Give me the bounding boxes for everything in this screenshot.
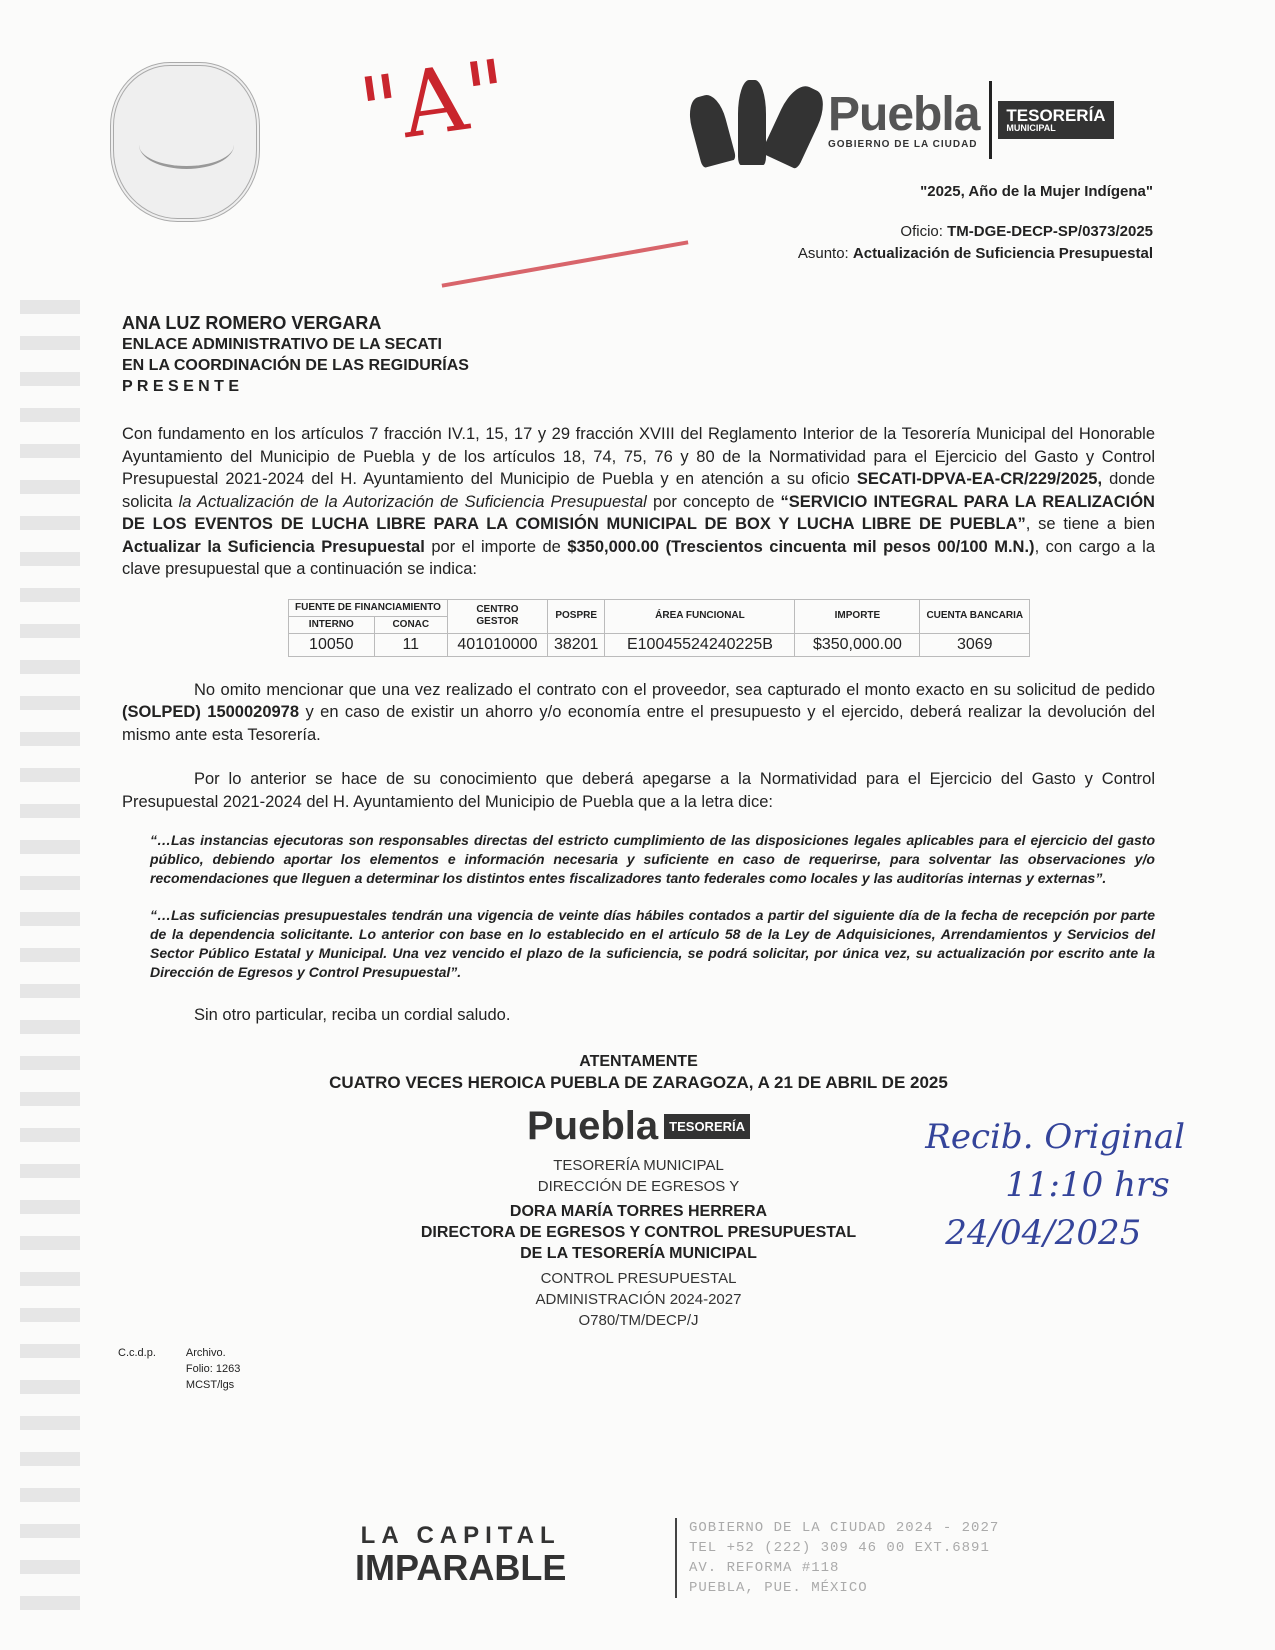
stamp-logo-name: Puebla	[527, 1104, 659, 1148]
quote-2: “…Las suficiencias presupuestales tendrán una vigencia de veinte días hábiles contados a partir del siguiente día de la fecha de recepción por parte de la dependencia solicitante. Lo anterior con base en lo establecido en el artículo 58 de la Ley de Adquisiciones, Arrendamientos y Servicios del Sector Público Estatal y Municipal. Una vez vencido el plazo de la suficiencia, se podrá solicitar, por única vez, su actualización por escrito ante la Dirección de Egresos y Control Presupuestal”.	[150, 907, 1155, 980]
ccp-block: C.c.d.p. Archivo. Folio: 1263 MCST/lgs	[118, 1346, 241, 1391]
place-date: CUATRO VECES HEROICA PUEBLA DE ZARAGOZA, A 21 DE ABRIL DE 2025	[329, 1072, 948, 1092]
addressee-block: ANA LUZ ROMERO VERGARA ENLACE ADMINISTRATIVO DE LA SECATI EN LA COORDINACIÓN DE LAS REGIDURÍAS P R E S E N T E	[122, 313, 469, 395]
footer-address: GOBIERNO DE LA CIUDAD 2024 - 2027 TEL +52 (222) 309 46 00 EXT.6891 AV. REFORMA #118 PUEBLA, PUE. MÉXICO	[675, 1518, 999, 1598]
logo-name: Puebla	[828, 87, 980, 141]
closing-line: Sin otro particular, reciba un cordial saludo.	[194, 1006, 511, 1024]
logo-figures-icon	[688, 75, 828, 165]
city-seal-logo	[110, 62, 260, 222]
logo-subtitle: GOBIERNO DE LA CIUDAD	[828, 138, 978, 150]
asunto-line: Asunto: Actualización de Suficiencia Presupuestal	[797, 245, 1153, 262]
oficio-line: Oficio: TM-DGE-DECP-SP/0373/2025	[900, 223, 1153, 240]
atentamente: ATENTAMENTE	[579, 1052, 698, 1070]
quote-1: “…Las instancias ejecutoras son responsables directas del estricto cumplimiento de las disposiciones legales aplicables para el ejercicio del gasto público, debiendo aportar los elementos e información necesaria y suficiente en caso de requerirse, para solventar las observaciones y/o recomendaciones que lleguen a determinar los distintos entes fiscalizadores tanto federales como locales y las auditorías internas y externas”.	[150, 832, 1155, 886]
red-handwritten-annotation: "A"	[353, 40, 515, 165]
official-stamp: TESORERÍA MUNICIPAL DIRECCIÓN DE EGRESOS Y	[537, 1156, 740, 1195]
letter-body	[118, 313, 1185, 1393]
scan-edge-pattern	[20, 300, 80, 1620]
paragraph-3: Por lo anterior se hace de su conocimiento que deberá apegarse a la Normatividad para el Ejercicio del Gasto y Control Presupuestal 2021-2024 del H. Ayuntamiento del Municipio de Puebla que a la letra dice:	[122, 770, 1155, 811]
paragraph-1: Con fundamento en los artículos 7 fracción IV.1, 15, 17 y 29 fracción XVIII del Reglamento Interior de la Tesorería Municipal del Honorable Ayuntamiento del Municipio de Puebla y de los artículos 18, 74, 75, 76 y 80 de la Normatividad para el Ejercicio del Gasto y Control Presupuestal 2021-2024 del H. Ayuntamiento del Municipio de Puebla y en atención a su oficio SECATI-DPVA-EA-CR/229/2025, donde solicita la Actualización de la Autorización de Suficiencia Presupuestal por concepto de “SERVICIO INTEGRAL PARA LA REALIZACIÓN DE LOS EVENTOS DE LUCHA LIBRE PARA LA COMISIÓN MUNICIPAL DE BOX Y LUCHA LIBRE DE PUEBLA”, se tiene a bien Actualizar la Suficiencia Presupuestal por el importe de $350,000.00 (Trescientos cincuenta mil pesos 00/100 M.N.), con cargo a la clave presupuestal que a continuación se indica:	[122, 425, 1156, 578]
table-row: 10050 11 401010000 38201 E10045524240225B $350,000.00 3069	[289, 633, 1030, 656]
paragraph-2: No omito mencionar que una vez realizado el contrato con el proveedor, sea capturado el monto exacto en su solicitud de pedido (SOLPED) 1500020978 y en caso de existir un ahorro y/o economía entre el presupuesto y el ejercido, deberá realizar la devolución del mismo ante esta Tesorería.	[122, 680, 1155, 744]
stamp-overlay: CONTROL PRESUPUESTAL ADMINISTRACIÓN 2024-2027 O780/TM/DECP/J	[535, 1269, 742, 1329]
tesoreria-badge: TESORERÍA MUNICIPAL	[998, 101, 1113, 139]
budget-table: FUENTE DE FINANCIAMIENTO CENTRO GESTOR POSPRE ÁREA FUNCIONAL IMPORTE CUENTA BANCARIA INTERNO CONAC 10050 11 401010000 38201 E10045524240225B $350,000.00 3069	[288, 599, 1030, 657]
signatory-block: DORA MARÍA TORRES HERRERA DIRECTORA DE EGRESOS Y CONTROL PRESUPUESTAL DE LA TESORERÍA MUNICIPAL	[420, 1202, 857, 1262]
year-motto: "2025, Año de la Mujer Indígena"	[920, 183, 1153, 200]
stamp-logo	[469, 1099, 809, 1155]
red-pen-stroke	[442, 240, 689, 287]
signature-section	[122, 1051, 1185, 1331]
handwritten-receipt: Recib. Original 11:10 hrs 24/04/2025	[925, 1116, 1185, 1253]
slogan-logo: LA CAPITAL IMPARABLE	[355, 1522, 567, 1588]
puebla-logo	[688, 75, 1114, 165]
stamp-logo-badge: TESORERÍA	[664, 1114, 750, 1139]
